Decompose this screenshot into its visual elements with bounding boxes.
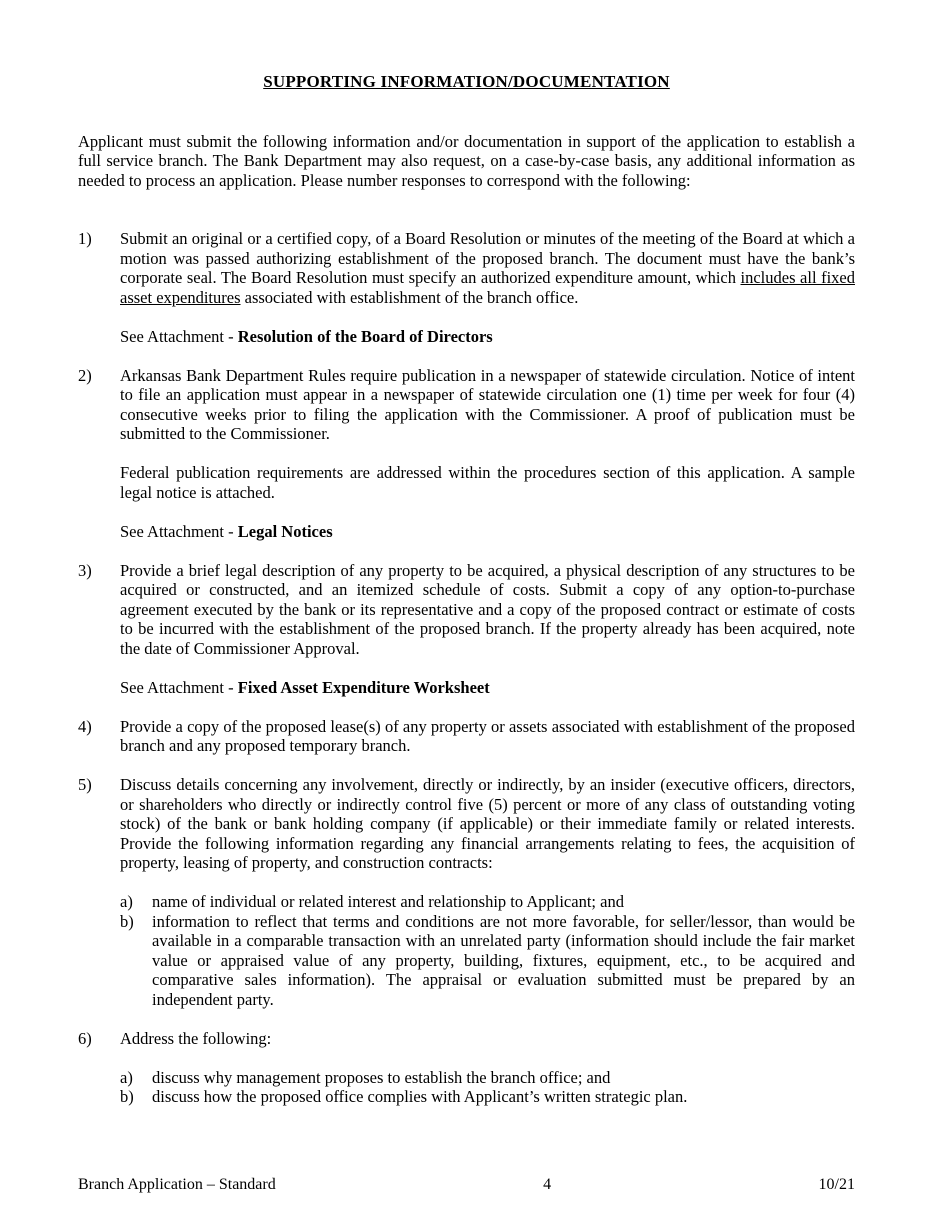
list-item-5a (120, 892, 855, 912)
attachment-prefix: See Attachment - (120, 677, 238, 697)
footer-document-name: Branch Application – Standard (78, 1175, 276, 1193)
list-item-6b-text: discuss how the proposed office complies with Applicant’s written strategic plan. (152, 1087, 688, 1106)
list-item-2-paragraph-1: Arkansas Bank Department Rules require publication in a newspaper of statewide circulation. Notice of intent to file an application must appear in a newspaper of statewide circulation one (1) time per week for four (4) consecutive weeks prior to filing the application with the Commissioner. A proof of publication must be submitted to the Commissioner. (120, 365, 855, 443)
list-item-2-number: 2) (78, 365, 92, 385)
list-item-2-attachment-line (120, 522, 855, 542)
list-item-1-attachment-line (120, 327, 855, 347)
page-footer (78, 1175, 855, 1195)
list-item-5-paragraph: Discuss details concerning any involvement, directly or indirectly, by an insider (executive officers, directors, or shareholders who directly or indirectly control five (5) percent or more of any class of outstanding voting stock) of the bank or bank holding company (if applicable) or their immediate family or related interests. Provide the following information regarding any financial arrangements relating to fees, the acquisition of property, leasing of property, and construction contracts: (120, 775, 855, 872)
list-item-5-number: 5) (78, 775, 92, 794)
list-item-5a-number: a) (120, 892, 133, 911)
attachment-name: Resolution of the Board of Directors (237, 326, 493, 346)
list-item-2 (78, 366, 855, 561)
list-item-5 (78, 775, 855, 1029)
list-item-5b (120, 912, 855, 1010)
intro-paragraph: Applicant must submit the following information and/or documentation in support of the application to establish a full service branch. The Bank Department may also request, on a case-by-case basis, any additional information as needed to process an application. Please number responses to correspond with the following: (78, 131, 855, 190)
list-item-1-number: 1) (78, 229, 92, 248)
list-item-6b (120, 1087, 855, 1107)
list-item-1-text-pre: Submit an original or a certified copy, of a Board Resolution or minutes of the meeting of the Board at which a motion was passed authorizing establishment of the proposed branch. The document must have the bank’s corporate seal. The Board Resolution must specify an authorized expenditure amount, which (120, 229, 855, 287)
attachment-prefix: See Attachment - (120, 326, 238, 346)
list-item-3-paragraph: Provide a brief legal description of any property to be acquired, a physical description of any structures to be acquired or constructed, and an itemized schedule of costs. Submit a copy of any option-to-purchase agreement executed by the bank or its representative and a copy of the proposed contract or estimate of costs to be incurred with the establishment of the proposed branch. If the property already has been acquired, note the date of Commissioner Approval. (120, 560, 855, 658)
list-item-1-text-post: associated with establishment of the branch office. (240, 287, 579, 307)
footer-page-number: 4 (543, 1175, 552, 1193)
list-item-1-paragraph (120, 229, 855, 307)
list-item-5a-text: name of individual or related interest and relationship to Applicant; and (152, 892, 624, 911)
list-item-3-attachment-line (120, 678, 855, 698)
attachment-prefix: See Attachment - (120, 521, 238, 541)
list-item-4 (78, 717, 855, 776)
list-item-6-paragraph: Address the following: (120, 1028, 272, 1048)
list-item-3 (78, 561, 855, 717)
attachment-name: Fixed Asset Expenditure Worksheet (237, 677, 490, 697)
page-title: SUPPORTING INFORMATION/DOCUMENTATION (263, 72, 670, 91)
list-item-2-paragraph-2: Federal publication requirements are addressed within the procedures section of this application. A sample legal notice is attached. (120, 463, 855, 502)
list-item-1 (78, 229, 855, 366)
list-item-6a-text: discuss why management proposes to establish the branch office; and (152, 1067, 611, 1087)
list-item-3-number: 3) (78, 560, 92, 580)
list-item-4-paragraph: Provide a copy of the proposed lease(s) of any property or assets associated with establishment of the proposed branch and any proposed temporary branch. (120, 716, 855, 755)
list-item-1-underlined-phrase: includes all fixed asset expenditures (120, 268, 855, 307)
footer-revision-date: 10/21 (818, 1175, 855, 1193)
list-item-5b-number: b) (120, 911, 134, 931)
attachment-name: Legal Notices (237, 521, 333, 541)
list-item-6a (120, 1068, 855, 1088)
list-item-6-number: 6) (78, 1028, 92, 1048)
list-item-6 (78, 1029, 855, 1107)
list-item-4-number: 4) (78, 716, 92, 736)
list-item-6b-number: b) (120, 1087, 134, 1106)
list-item-6a-number: a) (120, 1067, 133, 1087)
list-item-5b-text: information to reflect that terms and conditions are not more favorable, for seller/lessor, than would be available in a comparable transaction with an unrelated party (information should include the fair market value or appraised value of any property, building, fixtures, equipment, etc., to be acquired and comparative sales information). The appraisal or evaluation submitted must be prepared by an independent party. (152, 911, 855, 1009)
